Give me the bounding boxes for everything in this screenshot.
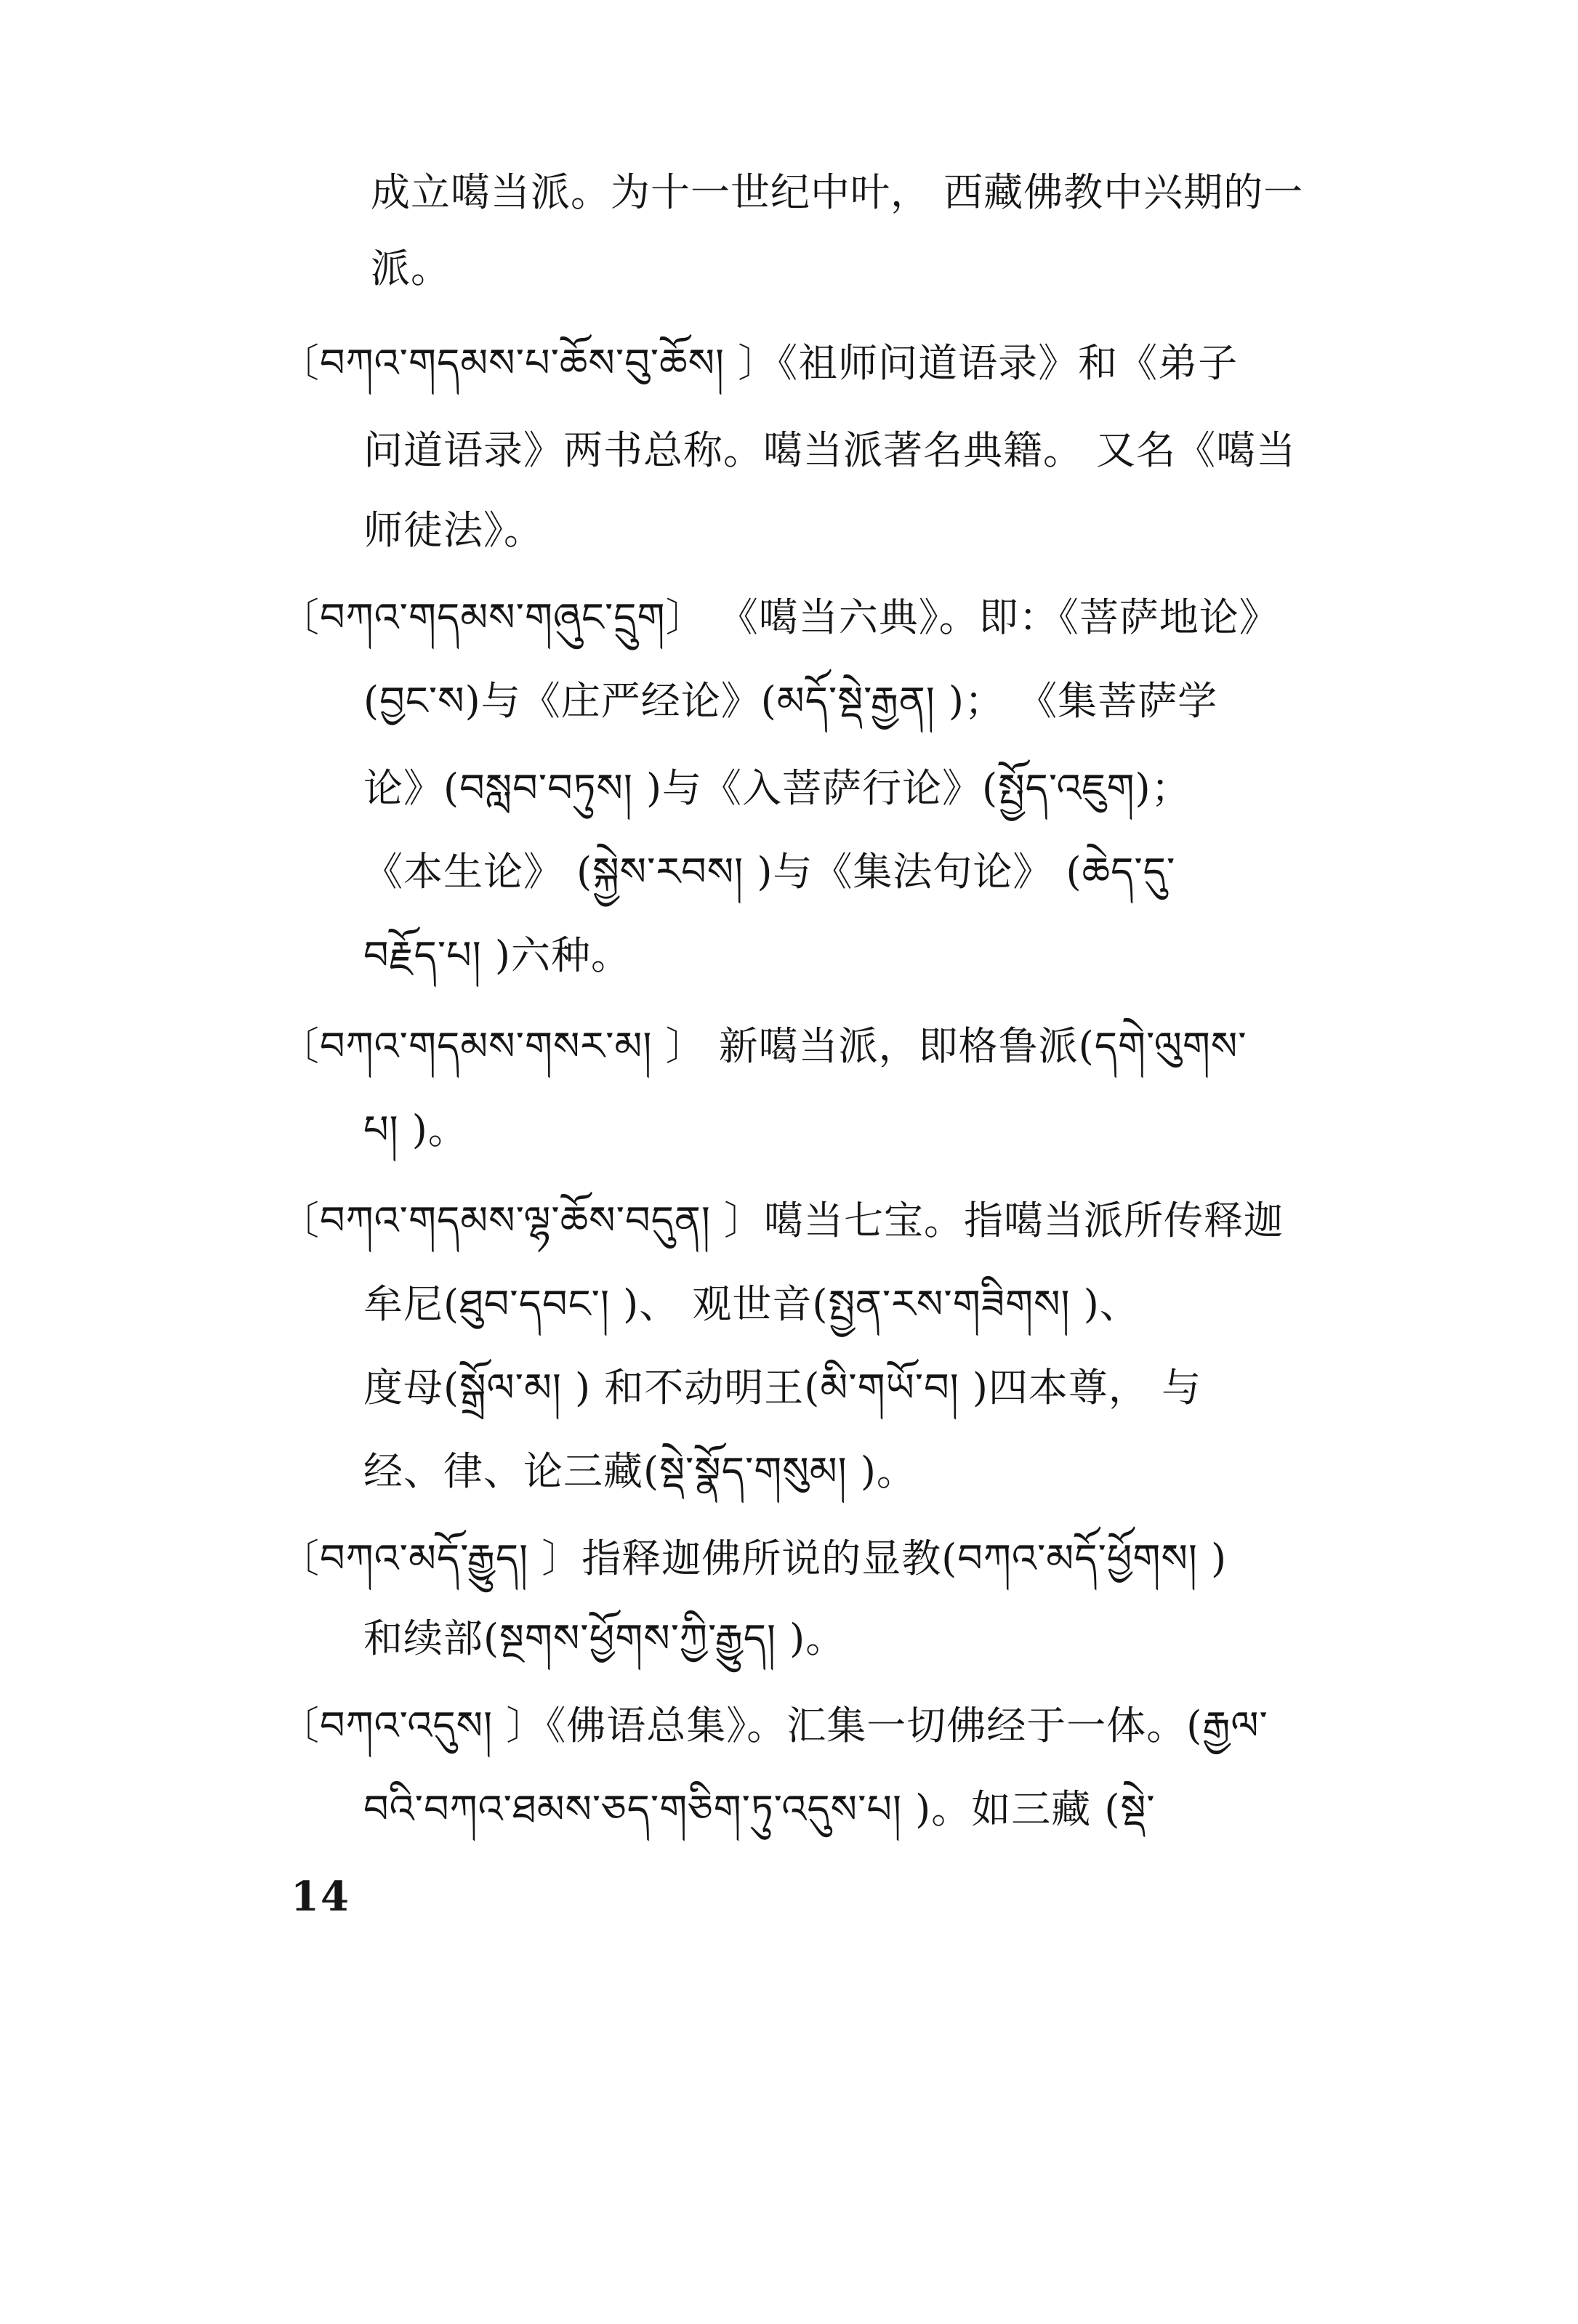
entry-headword-line: 〔བཀའ་གདམས་གསར་མ། 〕 新噶当派，即格鲁派(དགེ་ལུགས་: [280, 1023, 1247, 1069]
text-line: བའི་བཀའ་ཐམས་ཅད་གཅིག་ཏུ་འདུས་པ། )。如三藏 (སྡེ་: [363, 1786, 1156, 1832]
entry-headword-line: 〔བཀའ་འདུས། 〕《佛语总集》。汇集一切佛经于一体。(རྒྱལ་: [280, 1703, 1268, 1748]
text-line: 经、律、论三藏(སྡེ་སྣོད་གསུམ། )。: [363, 1448, 917, 1494]
text-line: 度母(སྒྲོལ་མ། ) 和不动明王(མི་གཡོ་བ། )四本尊， 与: [363, 1365, 1202, 1411]
page-number: 14: [291, 1873, 350, 1921]
text-line: 师徒法》。: [363, 507, 544, 553]
entry-headword-line: 〔བཀའ་གདམས་གཞུང་དྲུག〕 《噶当六典》。即：《菩萨地论》: [280, 594, 1279, 640]
text-line: བརྗོད་པ། )六种。: [363, 932, 631, 978]
text-line: 成立噶当派。为十一世纪中叶， 西藏佛教中兴期的一: [371, 169, 1304, 215]
text-line: པ། )。: [363, 1107, 468, 1153]
text-line: 论》(བསླབ་བཏུས། )与《入菩萨行论》(སྤྱོད་འཇུག)；: [363, 765, 1191, 811]
text-line: 牟尼(ཐུབ་དབང་། )、 观世音(སྤྱན་རས་གཟིགས། )、: [363, 1281, 1140, 1327]
text-line: (བྱང་ས)与《庄严经论》(མདོ་སྡེ་རྒྱན། )； 《集菩萨学: [363, 678, 1218, 724]
text-line: 问道语录》两书总称。噶当派著名典籍。 又名《噶当: [363, 427, 1297, 473]
entry-headword-line: 〔བཀའ་མདོ་རྒྱུད། 〕指释迦佛所说的显教(བཀའ་མདོ་ཕྱོགས། ): [280, 1536, 1228, 1581]
entry-headword-line: 〔བཀའ་གདམས་པ་ཆོས་བུ་ཆོས། 〕《祖师问道语录》和《弟子: [280, 340, 1239, 386]
entry-headword-line: 〔བཀའ་གདམས་ལྷ་ཆོས་བདུན། 〕噶当七宝。指噶当派所传释迦: [280, 1198, 1284, 1243]
text-line: 和续部(སྔགས་ཕྱོགས་ཀྱི་རྒྱུད། )。: [363, 1615, 846, 1661]
text-line: 派。: [371, 246, 451, 291]
text-line: 《本生论》 (སྐྱེས་རབས། )与《集法句论》 (ཆེད་དུ་: [363, 849, 1176, 895]
